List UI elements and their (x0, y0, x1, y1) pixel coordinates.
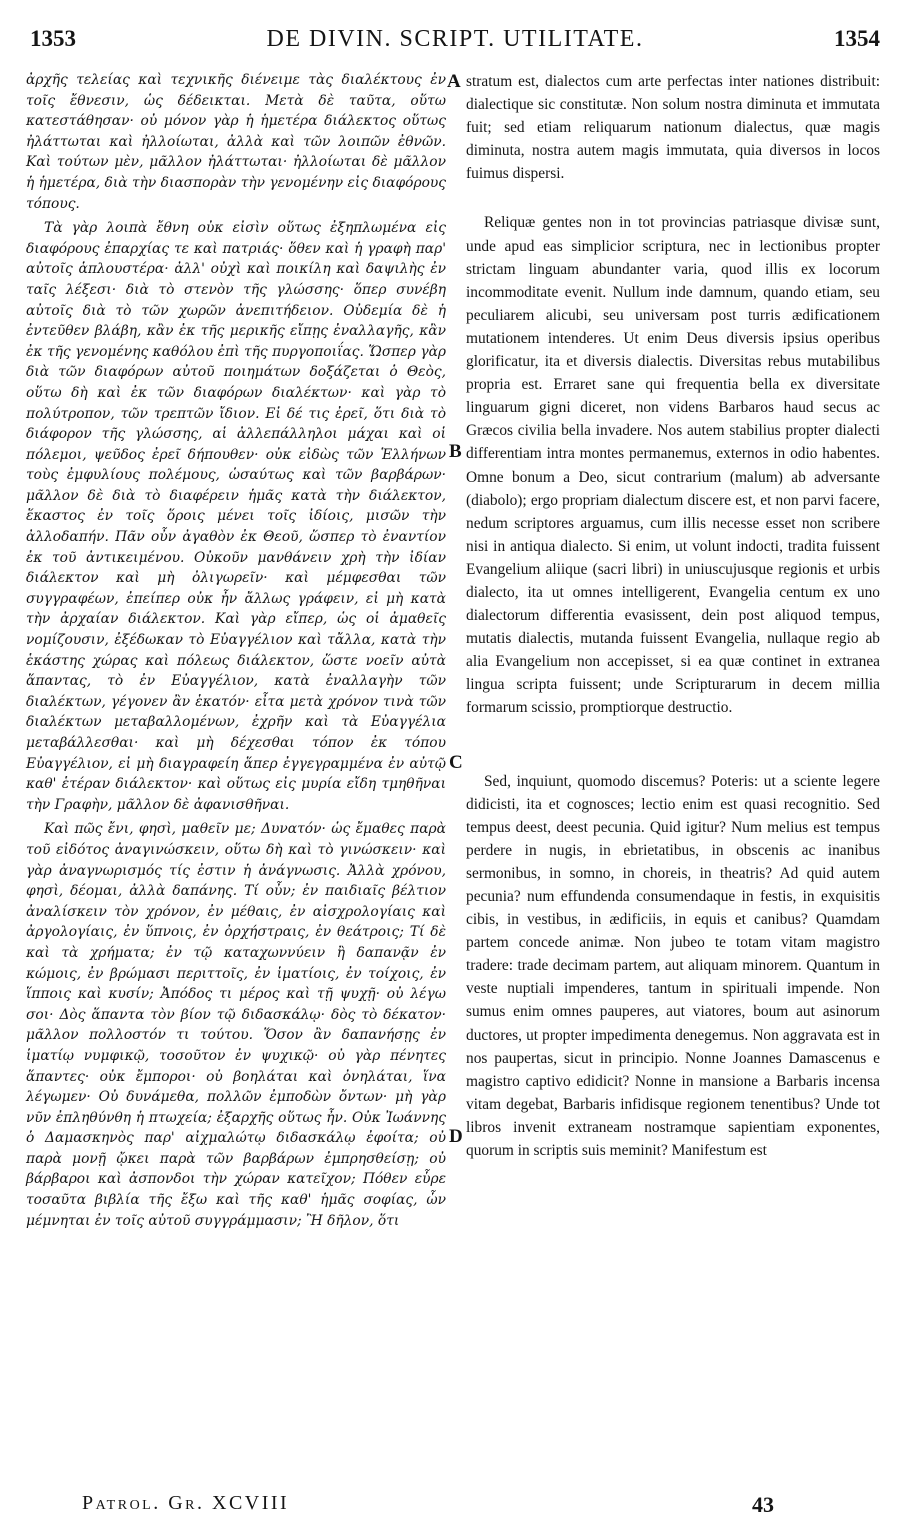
greek-paragraph-3: Καὶ πῶς ἔνι, φησὶ, μαθεῖν με; Δυνατόν· ὡς ἔμαθες παρὰ τοῦ εἰδότος ἀναγινώσκειν, οὕτω δὴ καὶ τὸ γινώσκειν· καὶ γὰρ ἀναγνωρισμός τίς ἐστιν ἡ ἀνάγνωσις. Ἀλλὰ χρόνου, φησὶ, δέομαι, ἀλλὰ δαπάνης. Τί οὖν; ἐν παιδιαῖς βέλτιον ἀναλίσκειν τὸν χρόνον, ἐν μέθαις, ἐν αἰσχρολογίαις καὶ ἀργολογίαις, ἐν ὕπνοις, ἐν ὀρχήστραις, ἐν θεάτροις; Τί δὲ καὶ τὰ χρήματα; ἐν τῷ καταχωννύειν ἢ δαπανᾷν ἐν κώμοις, ἐν βρώμασι περιττοῖς, ἐν ἱματίοις, ἐν τοίχοις, ἐν ἵπποις καὶ κυσίν; Ἀπόδος τι μέρος καὶ τῇ ψυχῇ· οὐ λέγω σοι· Δὸς ἅπαντα τὸν βίον τῷ διδασκάλῳ· δὸς τὸ δέκατον· μᾶλλον πολλοστόν τι τούτου. Ὅσον ἂν δαπανήσῃς ἐν ἱματίῳ νυμφικῷ, τοσοῦτον ἐν ψυχικῷ· οὐ γὰρ πένητες ἅπαντες· οὐκ ἔμποροι· οὐ βοηλάται καὶ ὀνηλάται, ἵνα λέγωμεν· Οὐ δυνάμεθα, πολλῶν ἐμποδὼν ὄντων· μὴ γὰρ νῦν ἐπληθύνθη ἡ πτωχεία; ἐξαρχῆς οὕτως ἦν. Οὐκ Ἰωάννης ὁ Δαμασκηνὸς παρ' αἰχμαλώτῳ διδασκάλῳ ἐφοίτα; οὐ παρὰ μονῇ ᾤκει παρὰ τῶν βαρβάρων ἐμπρησθείσῃ; οὐ βάρβαροι καὶ ἀσπονδοι τὴν χώραν κατεῖχον; Πόθεν εὗρε τοσαῦτα βιβλία τῆς ἔξω καὶ τῆς καθ' ἡμᾶς σοφίας, ὧν μέμνηται ἐν τοῖς αὐτοῦ συγγράμμασιν; Ἢ δῆλον, ὅτι (26, 821, 446, 1229)
column-number-right: 1354 (834, 26, 880, 51)
column-number-left: 1353 (30, 26, 76, 51)
latin-paragraph-2: Reliquæ gentes non in tot provincias patriasque divisæ sunt, unde apud eas simplicior scriptura, nec in lectionibus propter strictam linguam abundanter varia, quod illis ex locorum incommoditate evenit. Nullum inde damnum, quando etiam, seu peculiarem alicubi, seu universam post turris ædificationem mutationem intenderes. Ut enim Deus diversis ipsius operibus glorificatur, ita et diversis dialectis. Diversitas rebus mutabilibus propria est. Erraret sane qui frequentia bella ex diversitate linguarum gigni diceret, non videns Barbaros haud secus ac Græcos civilia bella invadere. Nos autem stabilius propter dialecti differentiam intra montes permanemus, externos in odio habentes. Omne bonum a Deo, sicut contrarium (malum) ab adversante (diabolo); ergo propriam dialectum discere est, et non parvi facere, nedum scriptores arguamus, cum illis necesse esset non scribere nisi in antiqua dialecto. Si enim, ut volunt indocti, tradita fuissent Evangelium aliique (sacri libri) in uniuscujusque regionis et urbis dialecto, ita ut omnes intelligerent, Evangelia centum ex uno dialectorum differentia evasissent, dein post aliquod tempus, mutatis dialectis, mutanda fuissent Evangelia, nullaque regio ab alia Evangelium non accepisset, si ea quæ continet in extranea lingua scripta fuissent; unde Scripturarum in decem millia formarum scissio, promptiorque destructio. (466, 214, 880, 717)
greek-paragraph-2: Τὰ γὰρ λοιπὰ ἔθνη οὐκ εἰσὶν οὕτως ἐξηπλωμένα εἰς διαφόρους ἐπαρχίας τε καὶ πατριάς· ὅθεν καὶ ἡ γραφὴ παρ' αὐτοῖς ἁπλουστέρα· ἀλλ' οὐχὶ καὶ ποικίλη καὶ δαψιλὴς ἐν ταῖς λέξεσι· διὰ τὸ στενὸν τῆς γλώσσης· ὅπερ συνέβη αὐτοῖς διὰ τὸ τῶν χωρῶν ἀνεπιτήδειον. Οὐδεμία δὲ ἡ ἐντεῦθεν βλάβη, κἂν ἐκ τῆς μερικῆς εἴπῃς ἐναλλαγῆς, κἂν ἐκ τῆς γενομένης καθόλου ἐπὶ τῆς πυργοποιΐας. Ὥσπερ γὰρ διὰ τῶν διαφόρων αὐτοῦ ποιημάτων δοξάζεται ὁ Θεὸς, οὕτω δὴ καὶ ἐκ τῶν διαφόρων διαλέκτων· καὶ γὰρ τὸ πολύτροπον, τῶν τρεπτῶν ἴδιον. Εἰ δέ τις ἐρεῖ, ὅτι διὰ τὸ διάφορον τῆς γλώσσης, αἱ ἀλλεπάλληλοι μάχαι καὶ οἱ πόλεμοι, ψεῦδος ἐρεῖ δήπουθεν· οὐκ εἰδὼς τῶν Ἑλλήνων τοὺς ἐμφυλίους πολέμους, ὡσαύτως καὶ τῶν βαρβάρων· μᾶλλον δὲ διὰ τὸ διαφέρειν ἡμᾶς κατὰ τὴν διάλεκτον, ἕκαστος ἐν τοῖς ὅροις μένει τοῖς ἰδίοις, μισῶν τὴν ἀλλοδαπήν. Πᾶν οὖν ἀγαθὸν ἐκ Θεοῦ, ὥσπερ τὸ ἐναντίον ἐκ τοῦ ἀντικειμένου. Οὐκοῦν μανθάνειν χρὴ τὴν ἰδίαν διάλεκτον καὶ μὴ ὀλιγωρεῖν· καὶ μέμφεσθαι τῶν συγγραφέων, ἐπείπερ οὐκ ἦν ἄλλως γράφειν, εἰ μὴ κατὰ τὴν ἀρχαίαν διάλεκτον. Καὶ γὰρ εἴπερ, ὡς οἱ ἀμαθεῖς νομίζουσιν, ἐξέδωκαν τὸ Εὐαγγέλιον καὶ τἄλλα, κατὰ τὴν ἑκάστης χώρας καὶ πόλεως διάλεκτον, ὥστε νοεῖν αὐτὰ ἅπαντας, τὸ ἐν Εὐαγγέλιον, κατὰ ἐναλλαγὴν τῶν διαλέκτων, γέγονεν ἂν ἑκατόν· εἶτα μετὰ χρόνον τινὰ τῶν διαλέκτων μεταβαλλομένων, ἐχρῆν καὶ τὰ Εὐαγγέλια μεταβάλλεσθαι· καὶ μὴ δέχεσθαι τόπον ἐκ τόπου Εὐαγγέλιον, εἰ μὴ διαγραφείη ἅπερ ἐγγεγραμμένα ἐν αὐτῷ καθ' ἑτέραν διάλεκτον· καὶ οὕτως εἰς μυρία εἴδη τμηθῆναι τὴν Γραφὴν, μᾶλλον δὲ ἀφανισθῆναι. (26, 220, 446, 813)
running-title: DE DIVIN. SCRIPT. UTILITATE. (266, 26, 644, 52)
section-marker-d: D (449, 1126, 463, 1147)
section-marker-c: C (449, 752, 463, 773)
latin-paragraph-3: Sed, inquiunt, quomodo discemus? Poteris: ut a sciente legere didicisti, ita et cognosces; lectio enim est quasi recognitio. Sed tempus deest, deest pecunia. Quid igitur? Num melius est tempus perdere in nugis, in ebrietatibus, in obscenis ac inanibus sermonibus, in somno, in choreis, in theatris? Ad quid autem pecunia? num effundenda consumendaque in festis, in exquisitis cibis, in vestibus, in ædificiis, in equis et canibus? Quamdam partem concede animæ. Non jubeo te totam vitam magistro tradere: trade decimam partem, aut aliquam minorem. Quantum in veste nuptiali impenderes, tantum in spirituali impende. Non sumus enim omnes pauperes, aut viatores, boum aut asinorum ductores, ut propter impedimenta denegemus. Non aggravata est in nos paupertas, sicut in principio. Nonne Joannes Damascenus e magistro captivo edidicit? Nonne in mansione a Barbaris incensa vitam degebat, Barbaris infidisque regionem tenentibus? Unde tot libros invenit extraneam nostramque sapientiam exponentes, quorum in scriptis suis meminit? Manifestum est (466, 772, 880, 1160)
page-header (30, 26, 880, 60)
section-marker-b: B (449, 441, 462, 462)
footer-gathering-number: 43 (752, 1492, 774, 1517)
footer-signature: Patrol. Gr. XCVIII (82, 1492, 290, 1514)
latin-column (466, 70, 880, 1162)
section-marker-a: A (447, 71, 461, 92)
greek-paragraph-1: ἀρχῆς τελείας καὶ τεχνικῆς διένειμε τὰς διαλέκτους ἐν τοῖς ἔθνεσιν, ὡς δέδεικται. Μετὰ δὲ ταῦτα, οὕτω κατεστάθησαν· οὐ μόνον γὰρ ἡ ἡμετέρα διάλεκτος οὕτως ἠλάττωται καὶ ἠλλοίωται, ἀλλὰ καὶ τῶν λοιπῶν ἐθνῶν. Καὶ τούτων μὲν, μᾶλλον ἠλάττωται· ἠλλοίωται δὲ μᾶλλον ἡ ἡμετέρα, διὰ τὴν διασπορὰν τὴν γενομένην εἰς διαφόρους τόπους. (26, 72, 446, 212)
greek-column (26, 70, 446, 1231)
latin-paragraph-1: stratum est, dialectos cum arte perfectas inter nationes distribuit: dialectique sic constitutæ. Non solum nostra diminuta et immutata fuit; sed etiam reliquarum nationum dialectus, quæ magis diminuta, nostra autem magis immutata, quia diversos in locos fuimus dispersi. (466, 73, 880, 183)
